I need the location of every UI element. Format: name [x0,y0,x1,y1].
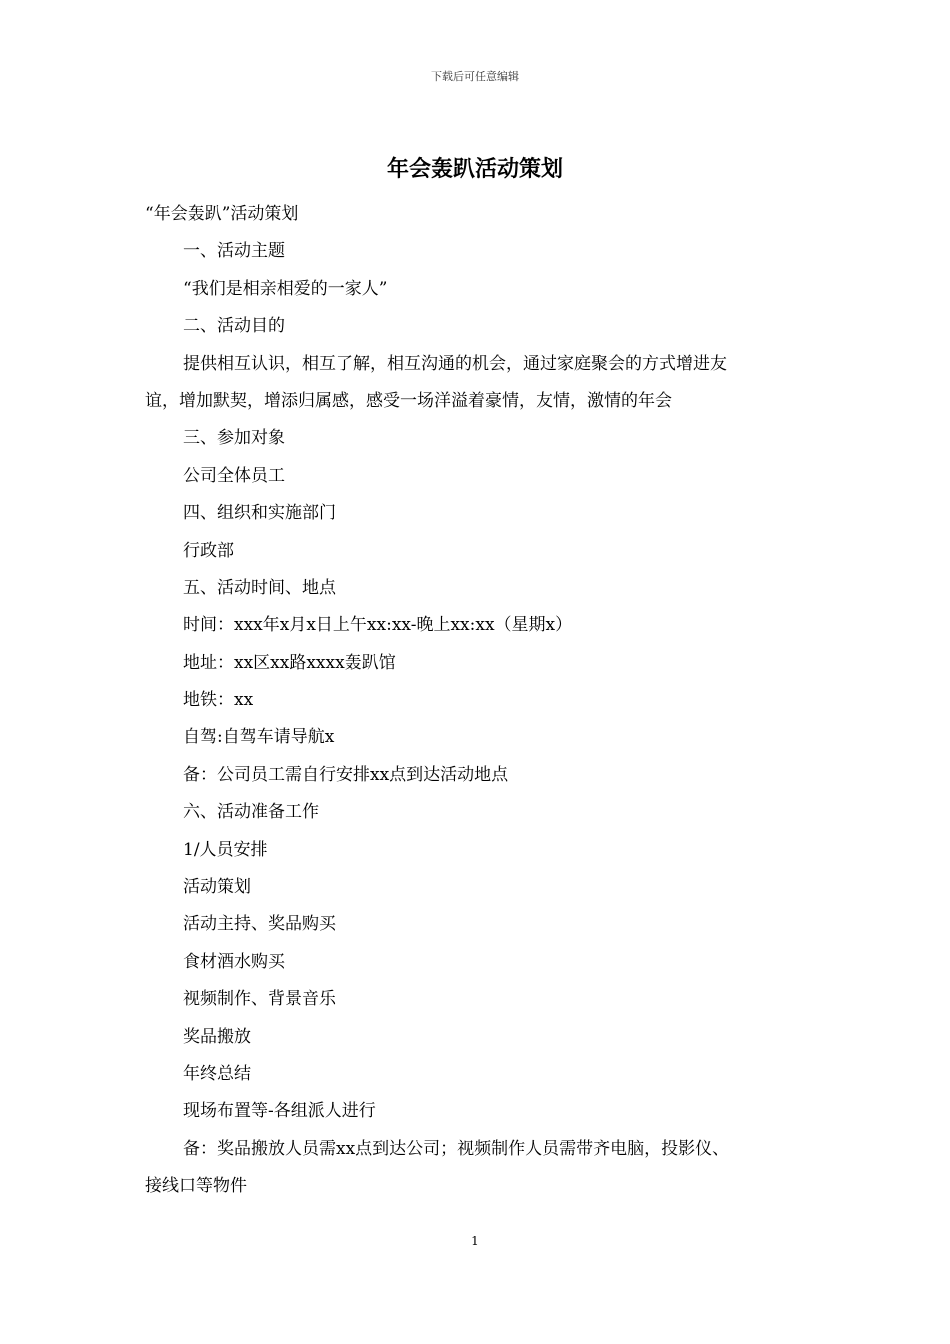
address-text: 地址：xx区xx路xxxx轰趴馆 [183,652,396,673]
list-item: 现场布置等-各组派人进行 [183,1101,376,1122]
preparation-note-line-2: 接线口等物件 [145,1176,247,1197]
time-text: 时间：xxx年x月x日上午xx:xx-晚上xx:xx（星期x） [183,615,573,636]
subtitle-line: “年会轰趴”活动策划 [145,204,299,224]
theme-text: “我们是相亲相爱的一家人” [183,278,388,299]
header-note: 下载后可任意编辑 [431,70,519,83]
list-item: 奖品搬放 [183,1026,251,1047]
purpose-text-line-2: 谊，增加默契，增添归属感，感受一场洋溢着豪情，友情，激情的年会 [145,390,672,411]
list-item: 食材酒水购买 [183,951,285,972]
page-number: 1 [471,1234,479,1248]
document-title: 年会轰趴活动策划 [386,157,563,182]
list-item: 活动主持、奖品购买 [183,914,336,935]
arrival-note: 备：公司员工需自行安排xx点到达活动地点 [183,764,509,785]
section-heading-organizer: 四、组织和实施部门 [183,503,336,524]
subway-text: 地铁：xx [183,690,254,711]
participants-text: 公司全体员工 [183,465,285,486]
list-item: 活动策划 [183,877,251,898]
list-item: 年终总结 [183,1063,251,1084]
organizer-text: 行政部 [183,540,234,561]
document-body [145,196,810,1206]
list-item: 视频制作、背景音乐 [183,989,336,1010]
section-heading-participants: 三、参加对象 [183,428,285,449]
purpose-text-line-1: 提供相互认识，相互了解，相互沟通的机会，通过家庭聚会的方式增进友 [183,353,727,374]
staff-arrangement-heading: 1/人员安排 [183,839,268,860]
driving-text: 自驾:自驾车请导航x [183,727,335,748]
section-heading-preparation: 六、活动准备工作 [183,802,319,823]
section-heading-purpose: 二、活动目的 [183,316,285,337]
section-heading-theme: 一、活动主题 [183,241,285,262]
section-heading-time-place: 五、活动时间、地点 [183,577,336,598]
preparation-note-line-1: 备：奖品搬放人员需xx点到达公司；视频制作人员需带齐电脑，投影仪、 [183,1138,730,1159]
